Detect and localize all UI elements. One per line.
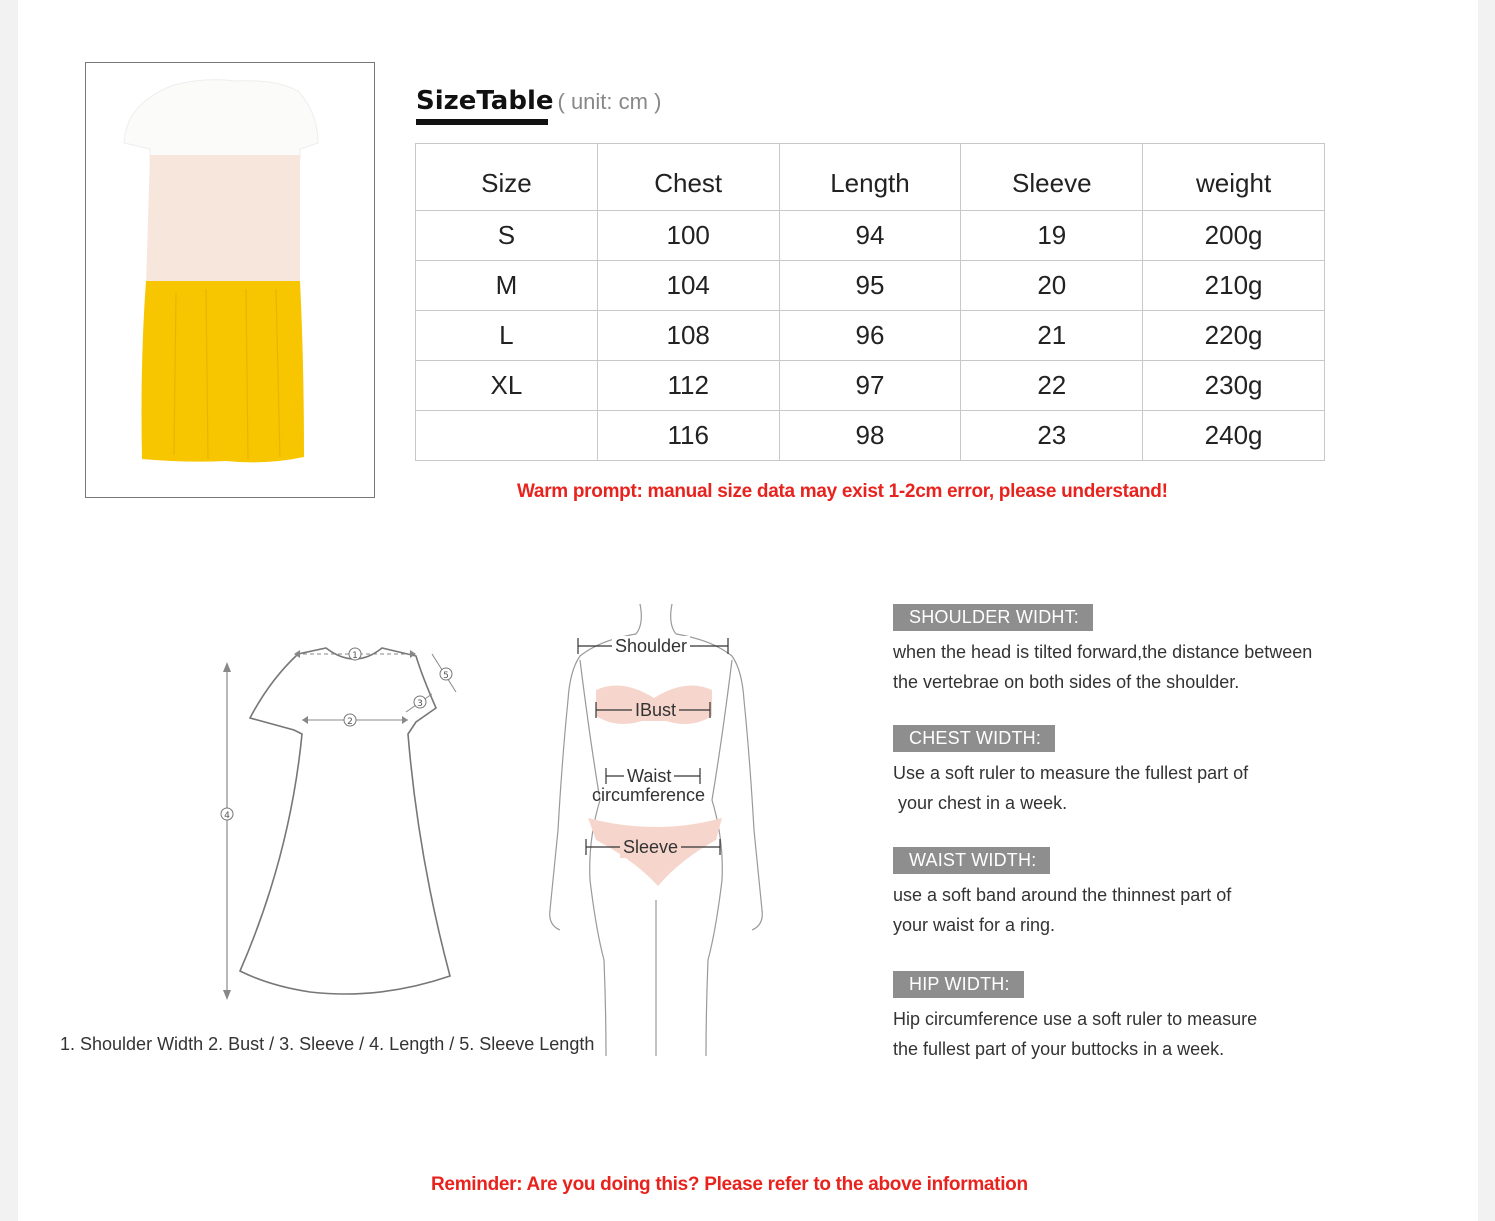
table-cell: 104 [597, 261, 779, 311]
col-header-sleeve: Sleeve [961, 144, 1143, 211]
table-cell: 97 [779, 361, 961, 411]
table-cell: 240g [1143, 411, 1325, 461]
dress-measurement-diagram [210, 636, 480, 1011]
table-cell: 20 [961, 261, 1143, 311]
table-cell: 19 [961, 211, 1143, 261]
guide-hip [893, 971, 1363, 1064]
waist-label-line2: circumference [592, 785, 706, 805]
guide-text [893, 758, 1363, 818]
table-cell: 108 [597, 311, 779, 361]
size-table-title [416, 86, 661, 116]
col-header-size: Size [416, 144, 598, 211]
guide-line: your chest in a week. [893, 793, 1068, 813]
guide-shoulder [893, 604, 1363, 697]
size-table-unit: ( unit: cm ) [557, 89, 662, 114]
guide-chest [893, 725, 1363, 818]
table-cell: 210g [1143, 261, 1325, 311]
marker-2: 2 [347, 717, 353, 727]
marker-4: 4 [224, 811, 230, 821]
guide-line: the fullest part of your buttocks in a week. [893, 1039, 1225, 1059]
guide-line: the vertebrae on both sides of the shoulder. [893, 672, 1240, 692]
table-cell: S [416, 211, 598, 261]
guide-line: your waist for a ring. [893, 915, 1056, 935]
table-row [416, 261, 1325, 311]
table-cell [416, 411, 598, 461]
guide-text [893, 637, 1363, 697]
dress-diagram-caption: 1. Shoulder Width 2. Bust / 3. Sleeve / 4. Length / 5. Sleeve Length [60, 1034, 595, 1054]
shoulder-label: Shoulder [612, 636, 690, 657]
guide-line: use a soft band around the thinnest part of [893, 885, 1232, 905]
reminder-text: Reminder: Are you doing this? Please refer to the above information [431, 1174, 1028, 1195]
marker-3: 3 [417, 699, 423, 709]
table-cell: 22 [961, 361, 1143, 411]
table-cell: 98 [779, 411, 961, 461]
guide-heading: CHEST WIDTH: [893, 725, 1055, 752]
table-cell: 95 [779, 261, 961, 311]
marker-1: 1 [352, 651, 358, 661]
table-cell: 230g [1143, 361, 1325, 411]
sleeve-label: Sleeve [620, 837, 681, 858]
table-row [416, 211, 1325, 261]
table-cell: 116 [597, 411, 779, 461]
guide-waist [893, 847, 1363, 940]
table-row [416, 411, 1325, 461]
table-cell: L [416, 311, 598, 361]
table-cell: 100 [597, 211, 779, 261]
table-cell: 200g [1143, 211, 1325, 261]
table-header-row [416, 144, 1325, 211]
guide-heading: WAIST WIDTH: [893, 847, 1050, 874]
table-row [416, 361, 1325, 411]
size-table-heading: SizeTable [416, 86, 554, 116]
guide-line: when the head is tilted forward,the distance between [893, 642, 1313, 662]
title-underline [416, 119, 548, 125]
table-cell: M [416, 261, 598, 311]
warm-prompt-text: Warm prompt: manual size data may exist 1-2cm error, please understand! [517, 481, 1168, 502]
guide-text [893, 1004, 1363, 1064]
size-table [415, 143, 1325, 461]
guide-line: Hip circumference use a soft ruler to measure [893, 1009, 1258, 1029]
guide-line: Use a soft ruler to measure the fullest part of [893, 763, 1249, 783]
product-photo [86, 63, 374, 497]
marker-5: 5 [443, 671, 449, 681]
table-cell: 94 [779, 211, 961, 261]
col-header-weight: weight [1143, 144, 1325, 211]
col-header-length: Length [779, 144, 961, 211]
col-header-chest: Chest [597, 144, 779, 211]
guide-heading: SHOULDER WIDHT: [893, 604, 1093, 631]
table-cell: 23 [961, 411, 1143, 461]
table-cell: XL [416, 361, 598, 411]
table-cell: 220g [1143, 311, 1325, 361]
waist-label: Waist [624, 766, 674, 787]
body-figure [540, 600, 770, 1065]
product-photo-frame [85, 62, 375, 498]
table-row [416, 311, 1325, 361]
table-cell: 112 [597, 361, 779, 411]
guide-text [893, 880, 1363, 940]
bust-label: IBust [632, 700, 679, 721]
table-cell: 96 [779, 311, 961, 361]
guide-heading: HIP WIDTH: [893, 971, 1024, 998]
table-cell: 21 [961, 311, 1143, 361]
